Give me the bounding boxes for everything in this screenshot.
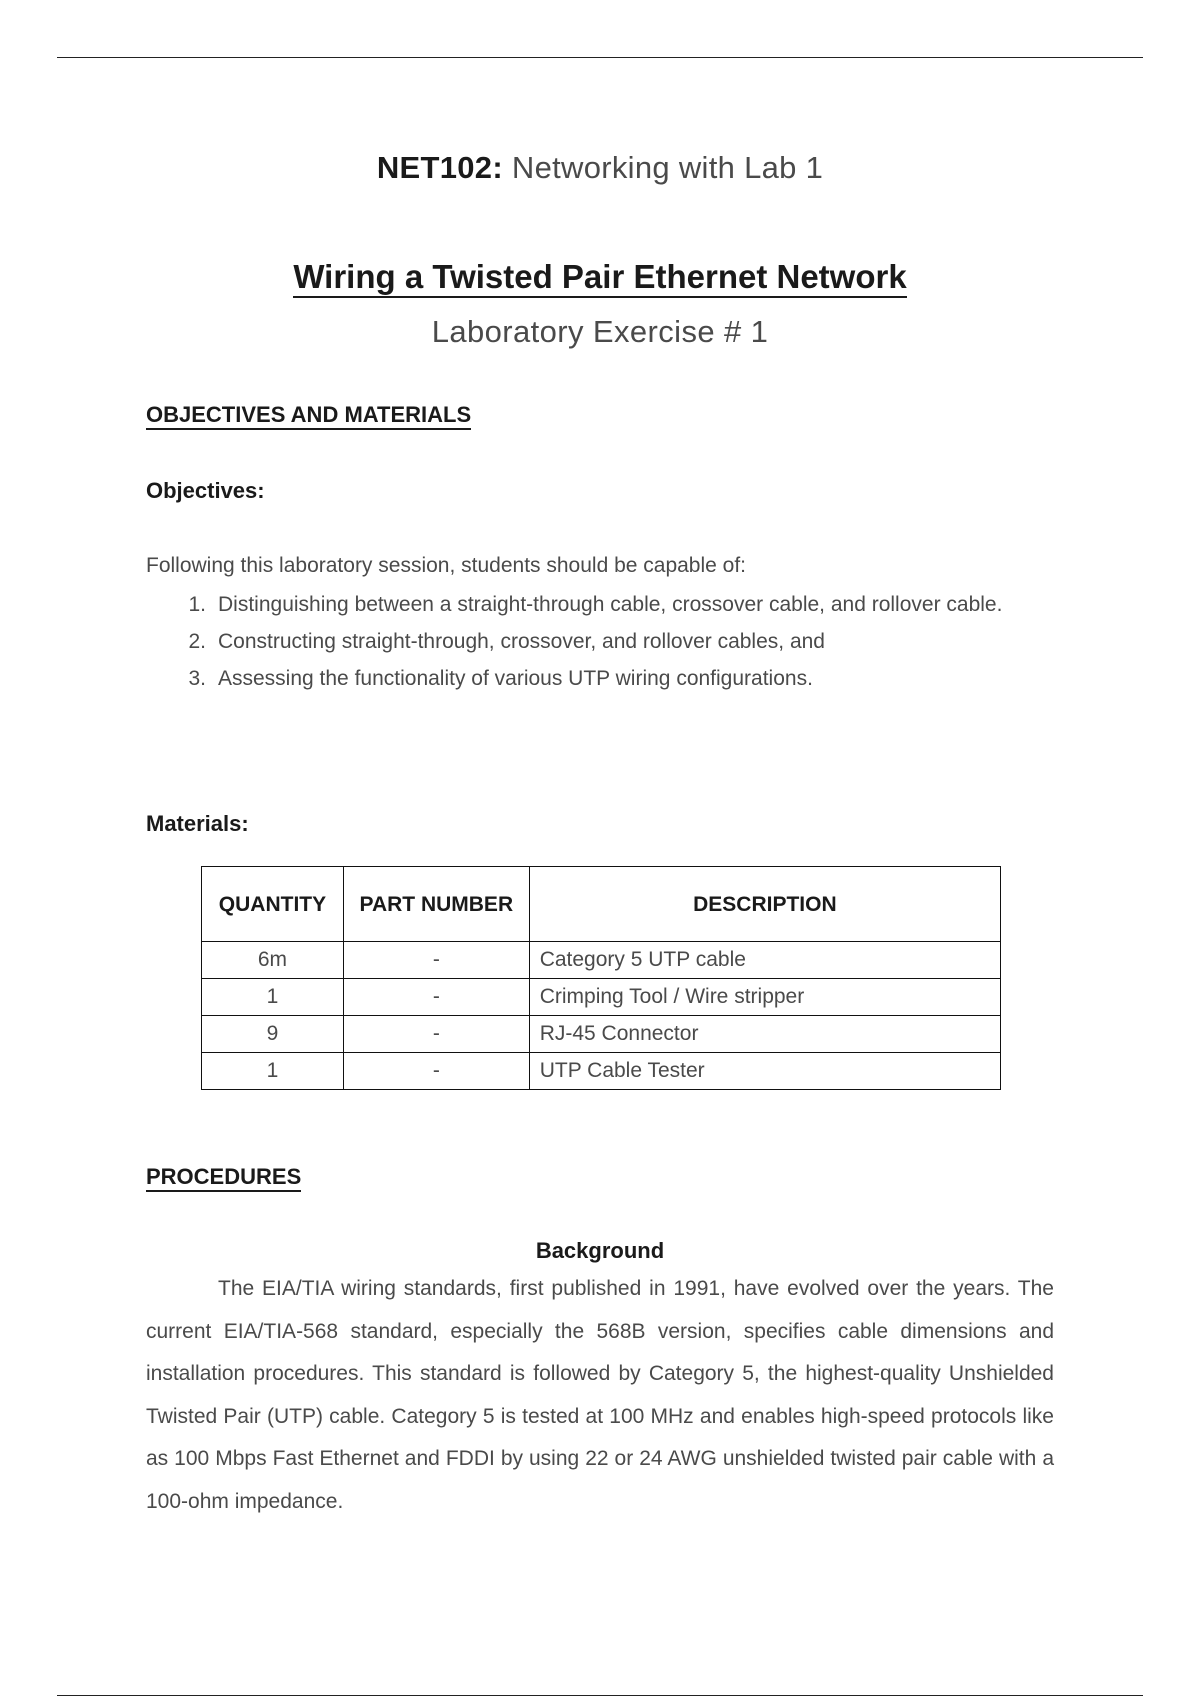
list-item	[146, 660, 1054, 697]
table-row	[202, 1016, 1001, 1053]
header-description: DESCRIPTION	[529, 867, 1000, 942]
exercise-subtitle: Laboratory Exercise # 1	[431, 314, 769, 349]
list-item	[146, 623, 1054, 660]
table-header-row	[202, 867, 1001, 942]
document-title	[0, 258, 1200, 296]
course-code: NET102:	[376, 150, 503, 185]
bottom-rule	[57, 1695, 1143, 1696]
objectives-intro: Following this laboratory session, students should be capable of:	[146, 554, 747, 577]
objectives-label: Objectives:	[146, 478, 265, 503]
list-item-text: Distinguishing between a straight-through cable, crossover cable, and rollover cable.	[218, 593, 1003, 616]
cell-description: Category 5 UTP cable	[529, 942, 1000, 979]
top-rule	[57, 57, 1143, 58]
list-item-text: Assessing the functionality of various UTP wiring configurations.	[218, 667, 813, 690]
cell-part-number: -	[343, 1016, 529, 1053]
header-part-number: PART NUMBER	[343, 867, 529, 942]
cell-quantity: 9	[202, 1016, 344, 1053]
cell-part-number: -	[343, 979, 529, 1016]
objectives-materials-heading: OBJECTIVES AND MATERIALS	[146, 402, 471, 430]
cell-description: Crimping Tool / Wire stripper	[529, 979, 1000, 1016]
cell-part-number: -	[343, 942, 529, 979]
list-item	[146, 586, 1054, 623]
cell-quantity: 6m	[202, 942, 344, 979]
table-row	[202, 942, 1001, 979]
header-quantity: QUANTITY	[202, 867, 344, 942]
materials-table	[201, 866, 1001, 1090]
materials-label: Materials:	[146, 811, 249, 836]
table-row	[202, 1053, 1001, 1090]
cell-quantity: 1	[202, 1053, 344, 1090]
procedures-heading: PROCEDURES	[146, 1164, 301, 1192]
cell-quantity: 1	[202, 979, 344, 1016]
document-title-text: Wiring a Twisted Pair Ethernet Network	[293, 258, 906, 298]
list-item-number: 3.	[188, 667, 206, 690]
background-paragraph: The EIA/TIA wiring standards, first published in 1991, have evolved over the years. The current EIA/TIA-568 standard, especially the 568B version, specifies cable dimensions and installation procedures. This standard is followed by Category 5, the highest-quality Unshielded Twisted Pair (UTP) cable. Category 5 is tested at 100 MHz and enables high-speed protocols like as 100 Mbps Fast Ethernet and FDDI by using 22 or 24 AWG unshielded twisted pair cable with a 100-ohm impedance.	[146, 1277, 1054, 1513]
cell-description: RJ-45 Connector	[529, 1016, 1000, 1053]
cell-description: UTP Cable Tester	[529, 1053, 1000, 1090]
course-name: Networking with Lab 1	[511, 150, 824, 185]
table-row	[202, 979, 1001, 1016]
background-title: Background	[535, 1238, 665, 1263]
list-item-number: 2.	[188, 630, 206, 653]
course-title	[0, 150, 1200, 186]
cell-part-number: -	[343, 1053, 529, 1090]
list-item-number: 1.	[188, 593, 206, 616]
objectives-list	[146, 586, 1054, 697]
list-item-text: Constructing straight-through, crossover, and rollover cables, and	[218, 630, 825, 653]
